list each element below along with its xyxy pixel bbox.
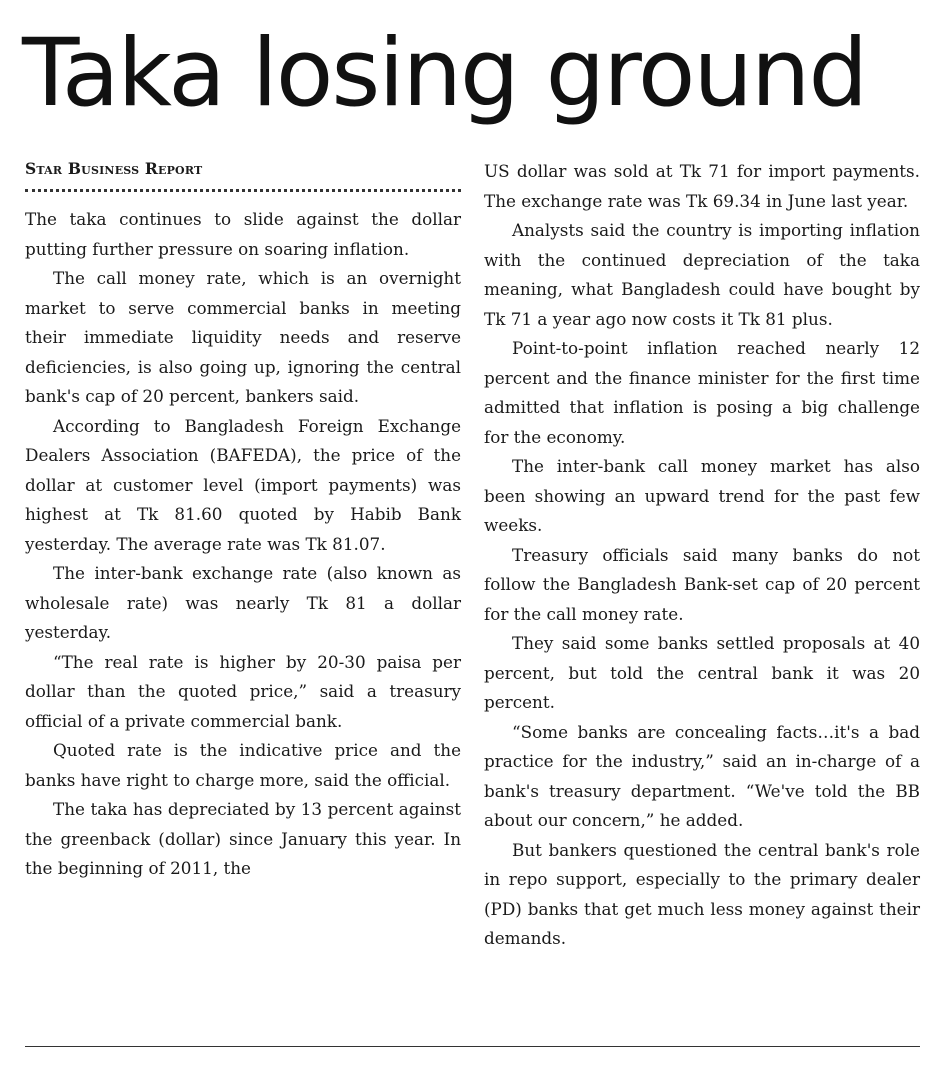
paragraph: Quoted rate is the indicative price and the banks have right to charge more, said the official. (25, 740, 461, 790)
paragraph: The call money rate, which is an overnight market to serve commercial banks in meeting their immediate liquidity needs and reserve deficiencies, is also going up, ignoring the central bank's cap of 20 percent, bankers said. (25, 268, 461, 406)
paragraph: Analysts said the country is importing inflation with the continued depreciation of the taka meaning, what Bangladesh could have bought by Tk 71 a year ago now costs it Tk 81 plus. (484, 220, 920, 329)
paragraph: But bankers questioned the central bank's role in repo support, especially to the primary dealer (PD) banks that get much less money against their demands. (484, 839, 920, 948)
paragraph: They said some banks settled proposals at 40 percent, but told the central bank it was 20 percent. (484, 633, 920, 712)
paragraph: Point-to-point inflation reached nearly 12 percent and the finance minister for the first time admitted that inflation is posing a big challenge for the economy. (484, 338, 920, 447)
bottom-rule (25, 1046, 920, 1047)
paragraph: “The real rate is higher by 20-30 paisa per dollar than the quoted price,” said a treasury official of a private commercial bank. (25, 651, 461, 731)
article-body (25, 157, 920, 954)
headline: Taka losing ground (22, 19, 867, 128)
column-right (484, 157, 920, 954)
paragraph: The inter-bank call money market has also been showing an upward trend for the past few weeks. (484, 456, 920, 535)
paragraph: The taka has depreciated by 13 percent against the greenback (dollar) since January this year. In the beginning of 2011, the (25, 799, 461, 878)
paragraph: US dollar was sold at Tk 71 for import payments. The exchange rate was Tk 69.34 in June last year. (484, 161, 920, 211)
byline: Star Business Report (25, 159, 203, 178)
paragraph: “Some banks are concealing facts…it's a bad practice for the industry,” said an in-charge of a bank's treasury department. “We've told the BB about our concern,” he added. (484, 721, 920, 830)
column-left (25, 157, 461, 954)
paragraph: According to Bangladesh Foreign Exchange Dealers Association (BAFEDA), the price of the dollar at customer level (import payments) was highest at Tk 81.60 quoted by Habib Bank yesterday. The average rate was Tk 81.07. (25, 415, 461, 554)
paragraph: The taka continues to slide against the dollar putting further pressure on soaring inflation. (25, 209, 461, 259)
paragraph: The inter-bank exchange rate (also known as wholesale rate) was nearly Tk 81 a dollar yesterday. (25, 563, 461, 642)
paragraph: Treasury officials said many banks do not follow the Bangladesh Bank-set cap of 20 percent for the call money rate. (484, 544, 920, 624)
dotted-divider (25, 189, 461, 192)
